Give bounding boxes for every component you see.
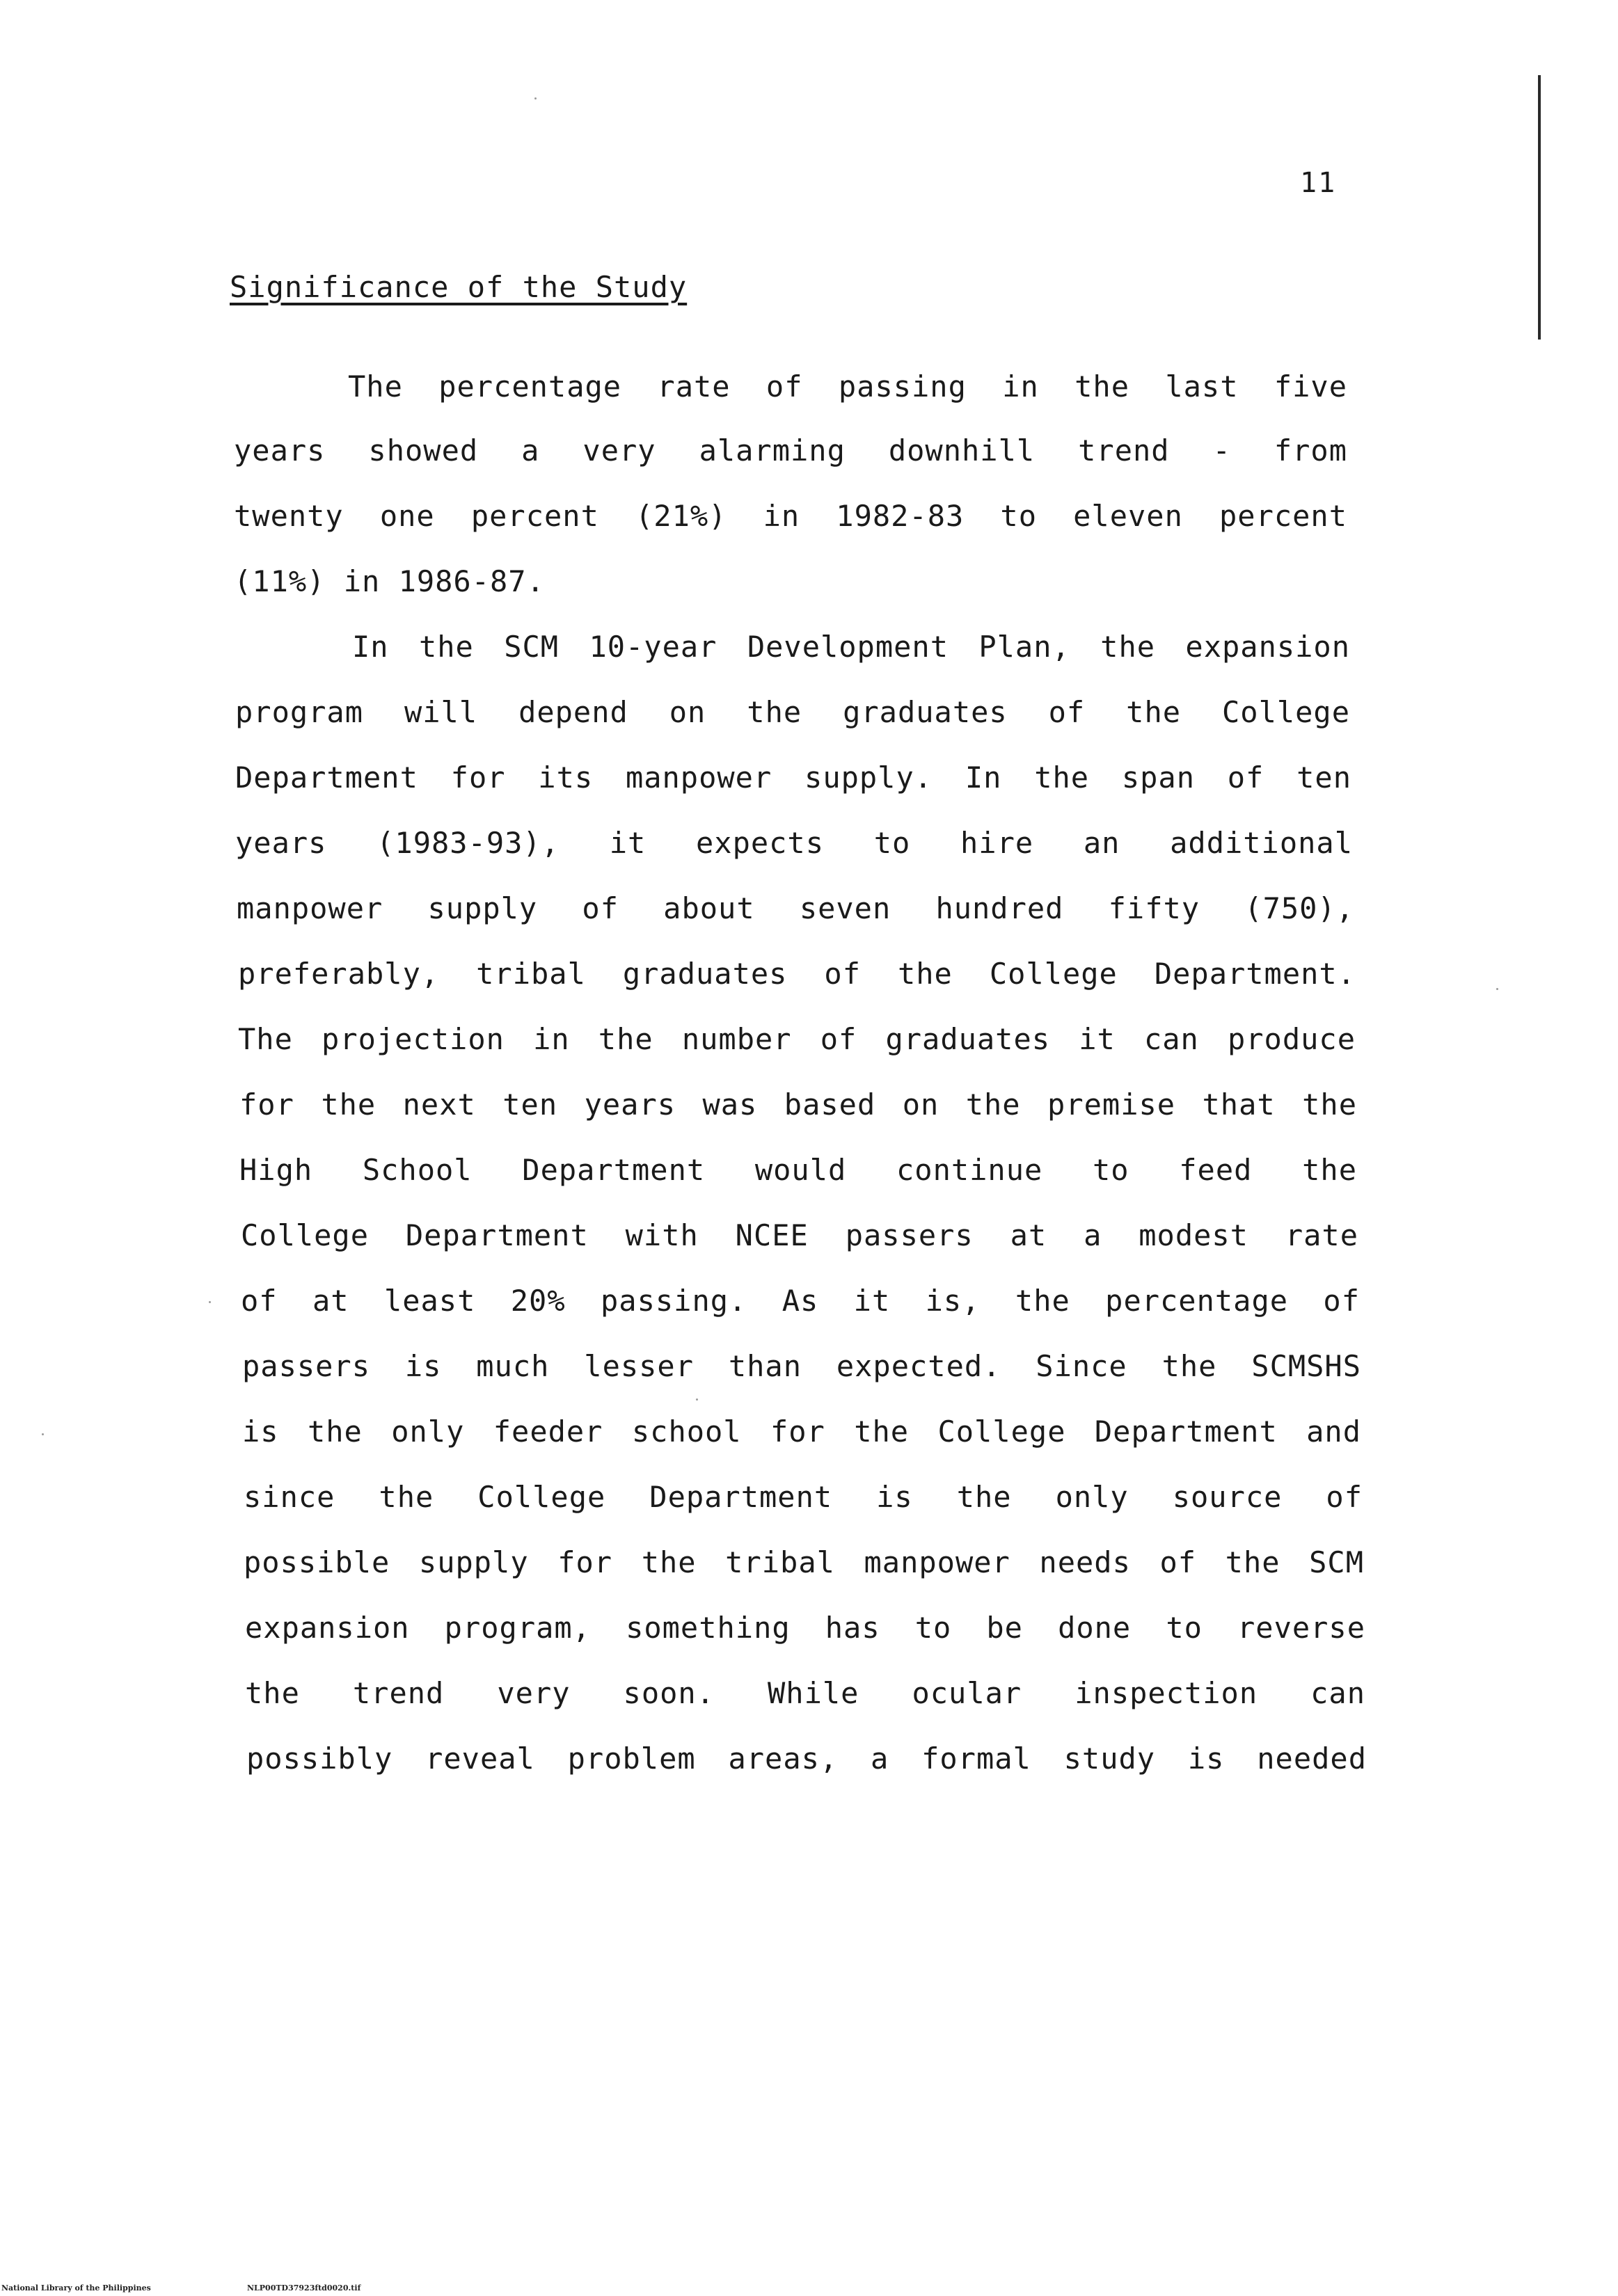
paragraph-2-line-6: preferably, tribal graduates of the College Department. — [238, 957, 1356, 991]
paragraph-2-line-9: High School Department would continue to feed the — [239, 1153, 1357, 1187]
section-heading: Significance of the Study — [230, 270, 688, 304]
paragraph-2-line-5: manpower supply of about seven hundred fifty (750), — [237, 891, 1354, 925]
paragraph-2-line-4: years (1983-93), it expects to hire an additional — [235, 826, 1353, 860]
footer-library-name: National Library of the Philippines — [1, 2283, 151, 2293]
scan-speck — [42, 1433, 44, 1435]
paragraph-2-line-2: program will depend on the graduates of the College — [235, 695, 1350, 729]
paragraph-2-line-8: for the next ten years was based on the premise that the — [239, 1087, 1357, 1122]
paragraph-1-line-2: years showed a very alarming downhill trend - from — [234, 433, 1347, 468]
paragraph-2-line-16: expansion program, something has to be done to reverse — [245, 1611, 1365, 1645]
paragraph-2-line-11: of at least 20% passing. As it is, the percentage of — [241, 1284, 1360, 1318]
paragraph-2-line-12: passers is much lesser than expected. Since the SCMSHS — [242, 1349, 1361, 1383]
scan-speck — [696, 1398, 698, 1401]
paragraph-2-line-3: Department for its manpower supply. In the span of ten — [235, 760, 1351, 795]
paragraph-2-line-13: is the only feeder school for the College Department and — [242, 1414, 1361, 1449]
scan-speck — [209, 1301, 211, 1303]
paragraph-1-line-4: (11%) in 1986-87. — [234, 564, 545, 598]
footer-file-name: NLP00TD37923ftd0020.tif — [247, 2283, 361, 2293]
paragraph-2-line-18: possibly reveal problem areas, a formal study is needed — [246, 1741, 1367, 1776]
page-number: 11 — [1300, 167, 1337, 199]
paragraph-2-line-17: the trend very soon. While ocular inspection can — [245, 1676, 1365, 1710]
paragraph-2-line-14: since the College Department is the only source of — [244, 1480, 1363, 1514]
paragraph-2-line-7: The projection in the number of graduates it can produce — [238, 1022, 1356, 1056]
paragraph-2-line-10: College Department with NCEE passers at a modest rate — [241, 1218, 1358, 1252]
scan-speck — [534, 97, 537, 99]
paragraph-2-line-15: possible supply for the tribal manpower needs of the SCM — [244, 1545, 1364, 1579]
scan-speck — [1496, 988, 1498, 990]
paragraph-1-line-1: The percentage rate of passing in the last five — [348, 369, 1347, 404]
scan-edge-line — [1538, 75, 1541, 340]
paragraph-2-line-1: In the SCM 10-year Development Plan, the expansion — [352, 630, 1350, 664]
paragraph-1-line-3: twenty one percent (21%) in 1982-83 to eleven percent — [234, 499, 1347, 533]
